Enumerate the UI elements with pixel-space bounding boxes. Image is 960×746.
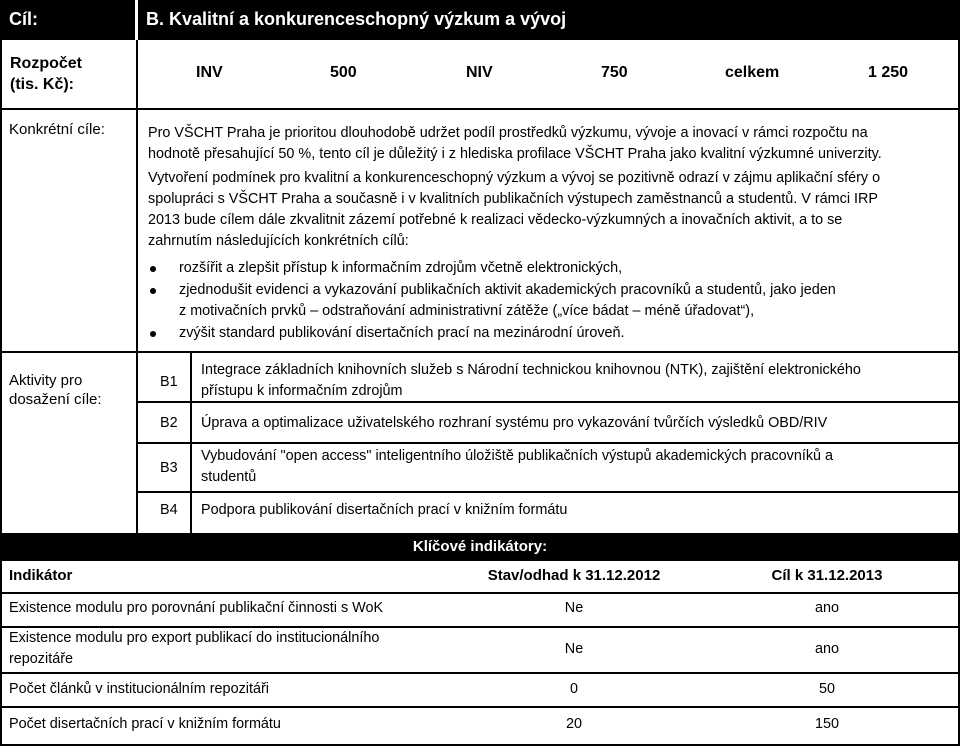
goal-header-divider bbox=[135, 0, 138, 40]
activity-code-b3: B3 bbox=[160, 460, 178, 476]
activity-code-b2: B2 bbox=[160, 415, 178, 431]
budget-label-line1: Rozpočet bbox=[10, 55, 82, 72]
activity-line: Úprava a optimalizace uživatelského rozhraní systému pro vykazování tvůrčích výsledků OBD/RIV bbox=[201, 415, 828, 431]
indicator-name bbox=[9, 679, 269, 700]
bullet-item-2 bbox=[179, 280, 836, 322]
indicator-target: ano bbox=[814, 600, 839, 616]
border-left bbox=[0, 0, 2, 746]
budget-niv-label: NIV bbox=[466, 64, 493, 81]
budget-row-bottom-border bbox=[0, 108, 960, 110]
activity-text-b4 bbox=[201, 500, 567, 521]
activity-text-b2 bbox=[201, 413, 827, 434]
activities-label-line1: Aktivity pro bbox=[9, 372, 83, 389]
activity-code-b1: B1 bbox=[160, 374, 178, 390]
indicator-divider bbox=[0, 626, 960, 628]
col-indicator-heading: Indikátor bbox=[9, 567, 73, 584]
paragraph-line: hodnotě přesahující 50 %, tento cíl je důležitý i z hlediska profilace VŠCHT Praha jako kvalitní výzkumné univerzity. bbox=[148, 146, 882, 162]
activity-divider bbox=[137, 401, 960, 403]
paragraph-line: zahrnutím následujících konkrétních cílů: bbox=[148, 233, 409, 249]
paragraph-line: 2013 bude cílem dále zkvalitnit zázemí potřebné k realizaci vědecko-výzkumných a inovačních aktivit, a to se bbox=[148, 212, 843, 228]
indicator-name bbox=[9, 714, 281, 735]
budget-label bbox=[10, 53, 82, 95]
activity-line: Podpora publikování disertačních prací v knižním formátu bbox=[201, 502, 568, 518]
indicator-status: Ne bbox=[564, 600, 584, 616]
indicator-target: ano bbox=[814, 641, 839, 657]
indicator-line: Počet disertačních prací v knižním formátu bbox=[9, 716, 281, 732]
activity-text-b1 bbox=[201, 360, 861, 402]
bullet-item-3 bbox=[179, 323, 625, 344]
bullet-dot bbox=[150, 331, 156, 337]
bullet-text: z motivačních prvků – odstraňování administrativní zátěže („více bádat – méně úřadovat“), bbox=[179, 303, 755, 319]
indicator-line: Existence modulu pro export publikací do institucionálního bbox=[9, 630, 380, 646]
budget-label-line2: (tis. Kč): bbox=[10, 76, 74, 93]
indicators-title: Klíčové indikátory: bbox=[412, 538, 548, 555]
indicator-name bbox=[9, 628, 379, 670]
paragraph-line: Vytvoření podmínek pro kvalitní a konkurenceschopný výzkum a vývoj se pozitivně odrazí v zájmu aplikační sféry o bbox=[148, 170, 881, 186]
indicator-line: repozitáře bbox=[9, 651, 73, 667]
budget-inv-label: INV bbox=[196, 64, 223, 81]
activity-line: Vybudování "open access" inteligentního úložiště publikačních výstupů akademických pracovníků a bbox=[201, 448, 834, 464]
activity-text-b3 bbox=[201, 446, 833, 488]
activities-label bbox=[9, 371, 102, 409]
label-column-divider bbox=[136, 40, 138, 533]
col-target-heading: Cíl k 31.12.2013 bbox=[771, 567, 883, 584]
budget-total-value: 1 250 bbox=[868, 64, 909, 81]
goal-title: B. Kvalitní a konkurenceschopný výzkum a vývoj bbox=[146, 9, 567, 29]
indicator-status: Ne bbox=[564, 641, 584, 657]
col-status-heading: Stav/odhad k 31.12.2012 bbox=[487, 567, 661, 584]
indicator-name bbox=[9, 598, 383, 619]
indicator-divider bbox=[0, 672, 960, 674]
budget-niv-value: 750 bbox=[601, 64, 628, 81]
activity-divider bbox=[137, 442, 960, 444]
indicator-line: Počet článků v institucionálním repozitáři bbox=[9, 681, 269, 697]
indicator-divider bbox=[0, 706, 960, 708]
indicator-target: 150 bbox=[814, 716, 839, 732]
specific-goals-paragraph bbox=[148, 123, 958, 252]
specific-goals-label: Konkrétní cíle: bbox=[9, 121, 105, 138]
paragraph-line: spolupráci s VŠCHT Praha a současně i v kvalitních publikačních výstupech zaměstnanců a studentů. V rámci IRP bbox=[148, 191, 879, 207]
budget-inv-value: 500 bbox=[330, 64, 357, 81]
bullet-text: rozšířit a zlepšit přístup k informačním zdrojům včetně elektronických, bbox=[179, 260, 623, 276]
paragraph-line: Pro VŠCHT Praha je prioritou dlouhodobě udržet podíl prostředků výzkumu, vývoje a inovací v rámci rozpočtu na bbox=[148, 125, 868, 141]
indicator-target: 50 bbox=[818, 681, 835, 697]
activity-code-b4: B4 bbox=[160, 502, 178, 518]
indicator-status: 20 bbox=[565, 716, 582, 732]
bullet-item-1 bbox=[179, 258, 622, 279]
activity-line: přístupu k informačním zdrojům bbox=[201, 383, 403, 399]
bullet-dot bbox=[150, 288, 156, 294]
indicator-status: 0 bbox=[569, 681, 578, 697]
activity-line: Integrace základních knihovních služeb s Národní technickou knihovnou (NTK), zajištění elektronického bbox=[201, 362, 861, 378]
goals-row-bottom-border bbox=[0, 351, 960, 353]
indicator-divider bbox=[0, 592, 960, 594]
budget-total-label: celkem bbox=[725, 64, 780, 81]
goal-label: Cíl: bbox=[9, 9, 38, 29]
bullet-text: zvýšit standard publikování disertačních prací na mezinárodní úroveň. bbox=[179, 325, 625, 341]
activities-label-line2: dosažení cíle: bbox=[9, 391, 102, 408]
bullet-text: zjednodušit evidenci a vykazování publikačních aktivit akademických pracovníků a studentů, jako jeden bbox=[179, 282, 836, 298]
indicator-line: Existence modulu pro porovnání publikační činnosti s WoK bbox=[9, 600, 384, 616]
bullet-dot bbox=[150, 266, 156, 272]
activity-line: studentů bbox=[201, 469, 257, 485]
activity-divider bbox=[137, 491, 960, 493]
